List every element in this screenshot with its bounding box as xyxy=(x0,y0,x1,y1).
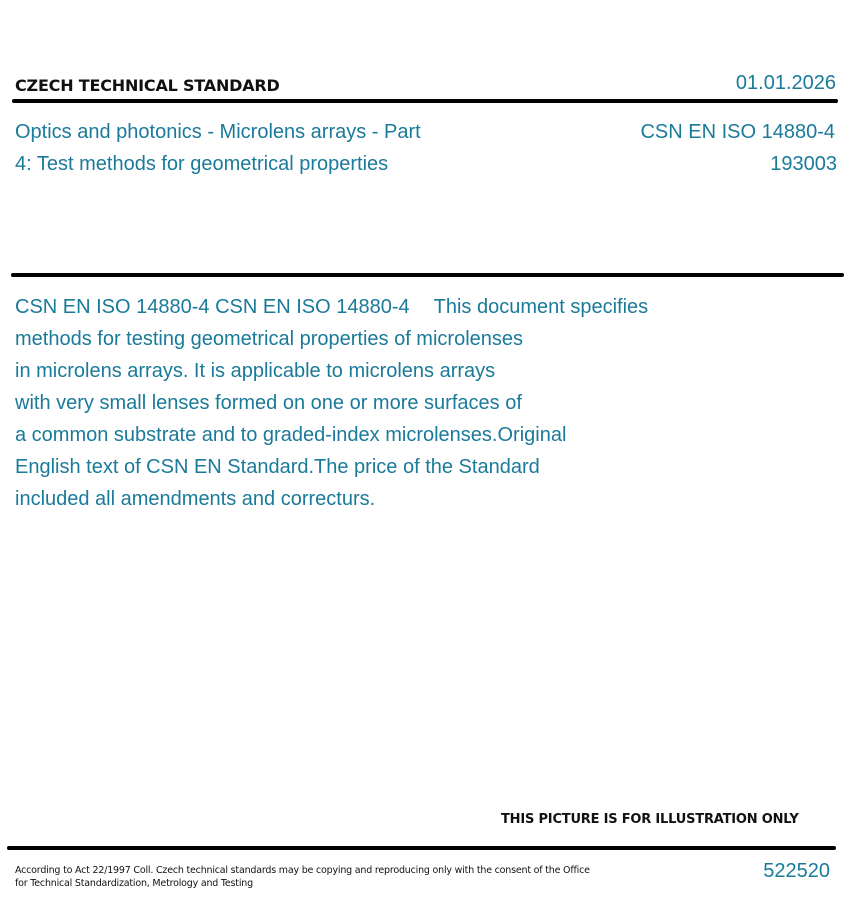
illustration-note: THIS PICTURE IS FOR ILLUSTRATION ONLY xyxy=(501,812,799,827)
standard-description xyxy=(15,291,715,515)
standard-title xyxy=(15,116,485,180)
description-line: methods for testing geometrical properties of microlenses xyxy=(15,328,524,350)
description-text: This document specifies xyxy=(433,296,649,318)
description-line xyxy=(15,291,715,323)
description-line: English text of CSN EN Standard.The price of the Standard xyxy=(15,456,540,478)
footer-divider xyxy=(7,846,836,850)
legal-notice xyxy=(15,864,595,890)
description-line: in microlens arrays. It is applicable to microlens arrays xyxy=(15,360,496,382)
title-divider xyxy=(11,273,844,277)
standard-code: 193003 xyxy=(770,153,837,175)
standard-designation: CSN EN ISO 14880-4 xyxy=(640,121,835,143)
description-lead: CSN EN ISO 14880-4 CSN EN ISO 14880-4 xyxy=(15,296,410,318)
legal-notice-line-2: for Technical Standardization, Metrology and Testing xyxy=(15,878,253,889)
catalog-number: 522520 xyxy=(763,860,830,882)
publication-date: 01.01.2026 xyxy=(735,72,836,94)
description-line: with very small lenses formed on one or more surfaces of xyxy=(15,392,522,414)
legal-notice-line-1: According to Act 22/1997 Coll. Czech technical standards may be copying and reproducing only with the consent of the Office xyxy=(15,865,590,876)
standard-title-line-2: 4: Test methods for geometrical properties xyxy=(15,153,389,175)
standard-title-line-1: Optics and photonics - Microlens arrays - Part xyxy=(15,121,421,143)
description-line: a common substrate and to graded-index microlenses.Original xyxy=(15,424,567,446)
document-type-label: CZECH TECHNICAL STANDARD xyxy=(15,76,280,95)
header-divider xyxy=(12,99,838,103)
description-line: included all amendments and correcturs. xyxy=(15,488,376,510)
